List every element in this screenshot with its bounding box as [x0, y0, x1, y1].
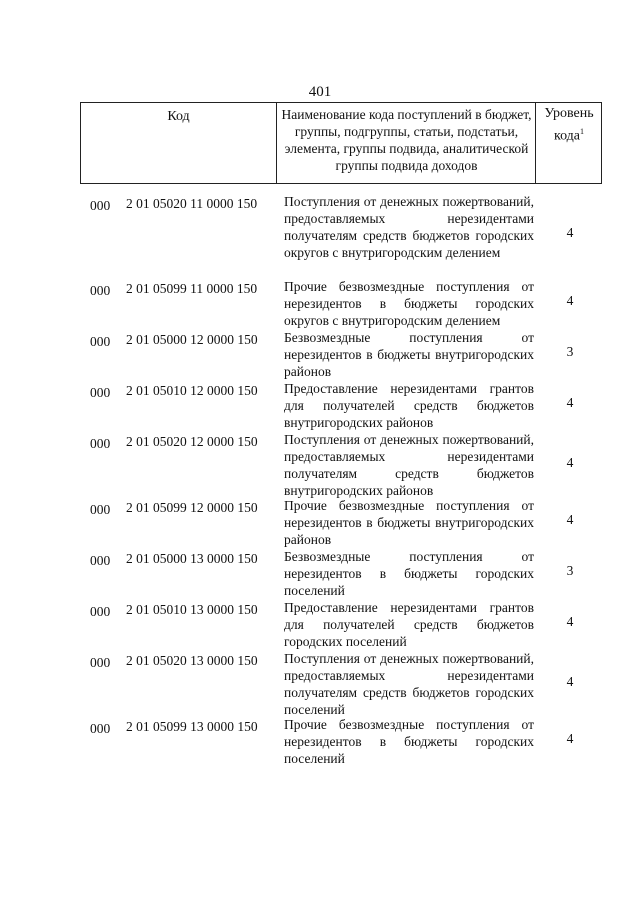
admin-code: 000 [90, 655, 111, 670]
admin-code: 000 [90, 553, 111, 568]
admin-code: 000 [90, 604, 111, 619]
code-level: 3 [566, 563, 574, 578]
code-level: 4 [566, 293, 574, 308]
table-header [80, 102, 602, 184]
income-code: 2 01 05010 12 0000 150 [126, 383, 258, 398]
income-name: Поступления от денежных пожертвований, предоставляемых нерезидентами получателям средств бюджетов внутригородских районов [284, 432, 534, 498]
admin-code: 000 [90, 334, 111, 349]
income-code: 2 01 05020 13 0000 150 [126, 653, 258, 668]
admin-code: 000 [90, 502, 111, 517]
income-name: Прочие безвозмездные поступления от нерезидентов в бюджеты городских поселений [284, 717, 534, 766]
code-level: 3 [566, 344, 574, 359]
code-level: 4 [566, 512, 574, 527]
admin-code: 000 [90, 721, 111, 736]
page-number: 401 [308, 84, 332, 100]
code-level: 4 [566, 614, 574, 629]
header-level [537, 103, 601, 183]
header-level-label: Уровень кода [544, 106, 594, 144]
income-code: 2 01 05020 11 0000 150 [126, 196, 258, 211]
code-level: 4 [566, 395, 574, 410]
income-name: Прочие безвозмездные поступления от нерезидентов в бюджеты внутригородских районов [284, 498, 534, 547]
code-level: 4 [566, 455, 574, 470]
admin-code: 000 [90, 283, 111, 298]
income-name: Предоставление нерезидентами грантов для получателей средств бюджетов внутригородских районов [284, 381, 534, 430]
admin-code: 000 [90, 198, 111, 213]
header-level-footnote: 1 [580, 127, 585, 136]
income-name: Безвозмездные поступления от нерезидентов в бюджеты внутригородских районов [284, 330, 534, 379]
admin-code: 000 [90, 385, 111, 400]
income-code: 2 01 05000 13 0000 150 [126, 551, 258, 566]
income-name: Прочие безвозмездные поступления от нерезидентов в бюджеты городских округов с внутригородским делением [284, 279, 534, 328]
code-level: 4 [566, 731, 574, 746]
income-code: 2 01 05099 11 0000 150 [126, 281, 258, 296]
income-code: 2 01 05010 13 0000 150 [126, 602, 258, 617]
income-code: 2 01 05099 12 0000 150 [126, 500, 258, 515]
income-code: 2 01 05020 12 0000 150 [126, 434, 258, 449]
code-level: 4 [566, 225, 574, 240]
code-level: 4 [566, 674, 574, 689]
income-name: Предоставление нерезидентами грантов для получателей средств бюджетов городских поселений [284, 600, 534, 649]
header-name: Наименование кода поступлений в бюджет, группы, подгруппы, статьи, подстатьи, элемента, группы подвида, аналитической группы подвида доходов [278, 103, 536, 183]
income-name: Поступления от денежных пожертвований, предоставляемых нерезидентами получателям средств бюджетов городских округов с внутригородским делением [284, 194, 534, 260]
income-code: 2 01 05099 13 0000 150 [126, 719, 258, 734]
income-code: 2 01 05000 12 0000 150 [126, 332, 258, 347]
header-code: Код [81, 103, 277, 183]
income-name: Поступления от денежных пожертвований, предоставляемых нерезидентами получателям средств бюджетов городских поселений [284, 651, 534, 717]
admin-code: 000 [90, 436, 111, 451]
income-name: Безвозмездные поступления от нерезидентов в бюджеты городских поселений [284, 549, 534, 598]
